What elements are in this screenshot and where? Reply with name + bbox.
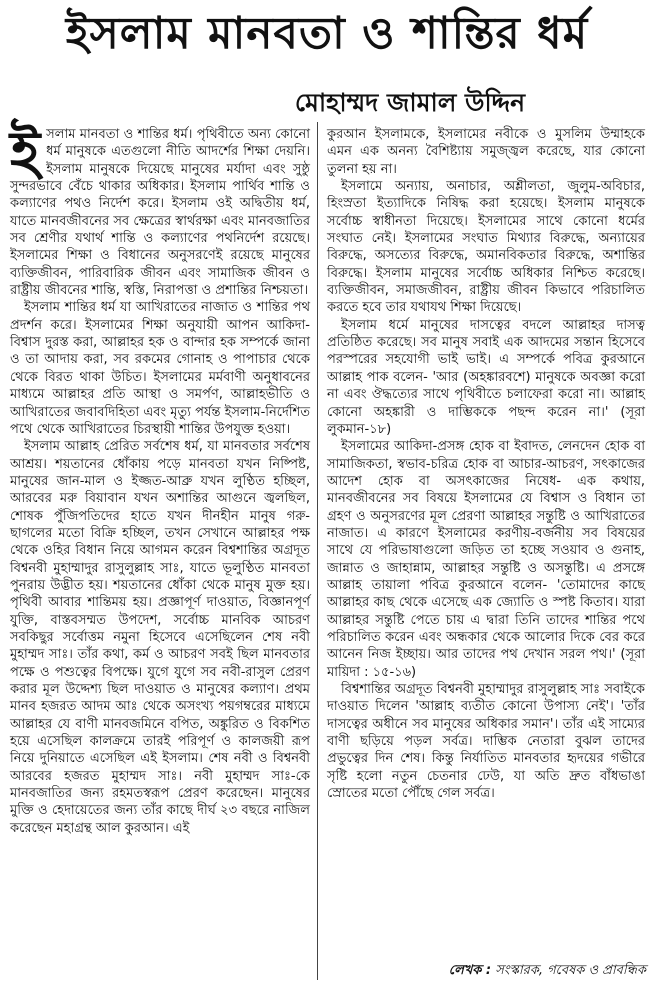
left-paragraph-3: ইসলাম আল্লাহ প্রেরিত সর্বশেষ ধর্ম, যা মানবতার সর্বশেষ আশ্রয়। শয়তানের ধোঁকায় পড়ে মানবতা যখন নিষ্পিষ্ট, মানুষের জান-মাল ও ইজ্জত-আব্রু যখন লুণ্ঠিত হচ্ছিল, আরবের মরু বিয়াবান যখন অশান্তির আগুনে জ্বলছিল, শোষক পুঁজিপতিদের হাতে যখন দীনহীন মানুষ গরু-ছাগলের মতো বিক্রি হচ্ছিল, তখন সেখানে আল্লাহর পক্ষ থেকে ওহির বিধান নিয়ে আগমন করেন বিশ্বশান্তির অগ্রদূত বিশ্বনবী মুহাম্মাদুর রাসুলুল্লাহ সাঃ, যাতে ভূলুণ্ঠিত মানবতা পুনরায় উদ্ভীত হয়। শয়তানের ধোঁকা থেকে মানুষ মুক্ত হয়। পৃথিবী আবার শান্তিময় হয়। প্রজ্ঞাপূর্ণ দাওয়াত, বিজ্ঞানপূর্ণ যুক্তি, বাস্তবসম্মত উপদেশ, সর্বোচ্চ মানবিক আচরণ সবকিছুর সর্বোত্তম নমুনা হিসেবে এসেছিলেন শেষ নবী মুহাম্মদ সাঃ। তাঁর কথা, কর্ম ও আচরণ সবই ছিল মানবতার পক্ষে ও পশুত্বের বিপক্ষে। যুগে যুগে সব নবী-রাসুল প্রেরণ করার মূল উদ্দেশ্য ছিল দাওয়াত ও মানুষের কল্যাণ। প্রথম মানব হজরত আদম আঃ থেকে অসংখ্য পয়গম্বরের মাধ্যমে আল্লাহর যে বাণী মানবজমিনে বপিত, অঙ্কুরিত ও বিকশিত হয়ে এসেছিল কালক্রমে তারই পরিপূর্ণ ও কালজয়ী রূপ নিয়ে দুনিয়াতে এসেছিল এই ইসলাম। শেষ নবী ও বিশ্বনবী আরবের হজরত মুহাম্মদ সাঃ। নবী মুহাম্মদ সাঃ-কে মানবজাতির জন্য রহমতস্বরূপ প্রেরণ করেছেন। মানুষের মুক্তি ও হেদায়েতের জন্য তাঁর কাছে দীর্ঘ ২৩ বছরে নাজিল করেছেন মহাগ্রন্থ আল কুরআন। এই xyxy=(10,439,310,836)
drop-cap: ই xyxy=(10,118,41,186)
author-role: সংস্কারক, গবেষক ও প্রাবন্ধিক xyxy=(495,963,646,978)
author-label: লেখক : xyxy=(448,963,492,978)
column-divider xyxy=(317,122,318,980)
right-paragraph-5: বিশ্বশান্তির অগ্রদূত বিশ্বনবী মুহাম্মাদুর রাসুলুল্লাহ সাঃ সবাইকে দাওয়াত দিলেন 'আল্লাহ ব্যতীত কোনো উপাস্য নেই'। 'তাঁর দাসত্বের অধীনে সব মানুষের অধিকার সমান'। তাঁর এই সাম্যের বাণী ছড়িয়ে পড়ল সর্বত্র। দাম্ভিক নেতারা বুঝল তাদের প্রভুত্বের দিন শেষ। কিন্তু নির্যাতিত মানবতার হৃদয়ের গভীরে সৃষ্টি হলো নতুন চেতনার ঢেউ, যা অতি দ্রুত বাঁধভাঙা স্রোতের মতো পৌঁছে গেল সর্বত্র। xyxy=(327,682,645,802)
right-column xyxy=(327,126,645,802)
left-paragraph-2: ইসলাম শান্তির ধর্ম যা আখিরাতের নাজাত ও শান্তির পথ প্রদর্শন করে। ইসলামের শিক্ষা অনুযায়ী আপন আকিদা-বিশ্বাস দুরস্ত করা, আল্লাহর হক ও বান্দার হক সম্পর্কে জানা ও তা আদায় করা, সব রকমের গোনাহ ও পাপাচার থেকে থেকে বিরত থাকা উচিত। ইসলামের মর্মবাণী অনুধাবনের মাধ্যমে আল্লাহর প্রতি আস্থা ও সমর্পণ, আল্লাহভীতি ও আখিরাতের জবাবদিহিতা এবং মৃত্যু পর্যন্ত ইসলাম-নির্দেশিত পথে থেকে আখিরাতের চিরস্থায়ী শান্তির উপযুক্ত হওয়া। xyxy=(10,300,310,437)
left-column xyxy=(10,118,310,837)
right-paragraph-3: ইসলাম ধর্মে মানুষের দাসত্বের বদলে আল্লাহর দাসত্ব প্রতিষ্ঠিত করেছে। সব মানুষ সবাই এক আদমের সন্তান হিসেবে পরস্পরের সহযোগী ভাই ভাই। এ সম্পর্কে পবিত্র কুরআনে আল্লাহ পাক বলেন- 'আর (অহঙ্কারবশে) মানুষকে অবজ্ঞা করো না এবং ঔদ্ধত্যের সাথে পৃথিবীতে চলাফেরা করো না। আল্লাহ কোনো অহঙ্কারী ও দাম্ভিককে পছন্দ করেন না।' (সূরা লুকমান-১৮) xyxy=(327,317,645,437)
article-byline: মোহাম্মদ জামাল উদ্দিন xyxy=(294,88,526,117)
left-paragraph-1-text: সলাম মানবতা ও শান্তির ধর্ম। পৃথিবীতে অন্য কোনো ধর্ম মানুষকে এতগুলো নীতি আদর্শের শিক্ষা দেয়নি। ইসলাম মানুষকে দিয়েছে মানুষের মর্যাদা এবং সুষ্ঠু সুন্দরভাবে বেঁচে থাকার অধিকার। ইসলাম পার্থিব শান্তি ও কল্যাণের পথও নির্দেশ করে। ইসলাম ওই অদ্বিতীয় ধর্ম, যাতে মানবজীবনের সব ক্ষেত্রের স্বার্থরক্ষা এবং মানবজাতির সব শ্রেণীর যথার্থ শান্তি ও কল্যাণের পথনির্দেশ রয়েছে। ইসলামের শিক্ষা ও বিধানের অনুসরণেই রয়েছে মানুষের ব্যক্তিজীবন, পারিবারিক জীবন এবং সামাজিক জীবন ও রাষ্ট্রীয় জীবনের শান্তি, স্বস্তি, নিরাপত্তা ও প্রশান্তির নিশ্চয়তা। xyxy=(10,127,310,299)
right-paragraph-1: কুরআন ইসলামকে, ইসলামের নবীকে ও মুসলিম উম্মাহকে এমন এক অনন্য বৈশিষ্ট্যায় সমুজ্জ্বল করেছে, যার কোনো তুলনা হয় না। xyxy=(327,127,645,177)
right-paragraph-2: ইসলামে অন্যায়, অনাচার, অশ্লীলতা, জুলুম-অবিচার, হিংস্রতা ইত্যাদিকে নিষিদ্ধ করা হয়েছে। ইসলাম মানুষকে সর্বোচ্চ স্বাধীনতা দিয়েছে। ইসলামের সাথে কোনো ধর্মের সংঘাত নেই। ইসলামের সংঘাত মিথ্যার বিরুদ্ধে, অন্যায়ের বিরুদ্ধে, অসত্যের বিরুদ্ধে, অমানবিকতার বিরুদ্ধে, অশান্তির বিরুদ্ধে। ইসলাম মানুষের সর্বোচ্চ অধিকার নিশ্চিত করেছে। ব্যক্তিজীবন, সমাজজীবন, রাষ্ট্রীয় জীবন কিভাবে পরিচালিত করতে হবে তার যথাযথ শিক্ষা দিয়েছে। xyxy=(327,179,645,316)
right-paragraph-4: ইসলামের আকিদা-প্রসঙ্গ হোক বা ইবাদত, লেনদেন হোক বা সামাজিকতা, স্বভাব-চরিত্র হোক বা আচার-আচরণ, সৎকাজের আদেশ হোক বা অসৎকাজের নিষেধ- এক কথায়, মানবজীবনের সব বিষয়ে ইসলামের যে বিশ্বাস ও বিধান তা গ্রহণ ও অনুসরণের মূল প্রেরণা আল্লাহর সন্তুষ্টি ও আখিরাতের নাজাত। এ কারণে ইসলামের করণীয়-বর্জনীয় সব বিষয়ের সাথে যে পরিভাষাগুলো জড়িত তা হচ্ছে সওয়াব ও গুনাহ, জান্নাত ও জাহান্নাম, আল্লাহর সন্তুষ্টি ও অসন্তুষ্টি। এ প্রসঙ্গে আল্লাহ তায়ালা পবিত্র কুরআনে বলেন- 'তোমাদের কাছে আল্লাহর কাছ থেকে এসেছে এক জ্যোতি ও স্পষ্ট কিতাব। যারা আল্লাহর সন্তুষ্টি পেতে চায় এ দ্বারা তিনি তাদের শান্তির পথে পরিচালিত করেন এবং অন্ধকার থেকে আলোর দিকে বের করে আনেন নিজ ইচ্ছায়। আর তাদের পথ দেখান সরল পথ।' (সূরা মায়িদা : ১৫-১৬) xyxy=(327,439,645,680)
article-headline: ইসলাম মানবতা ও শান্তির ধর্ম xyxy=(65,8,589,59)
left-paragraph-1 xyxy=(10,118,310,299)
author-credit xyxy=(380,962,646,980)
